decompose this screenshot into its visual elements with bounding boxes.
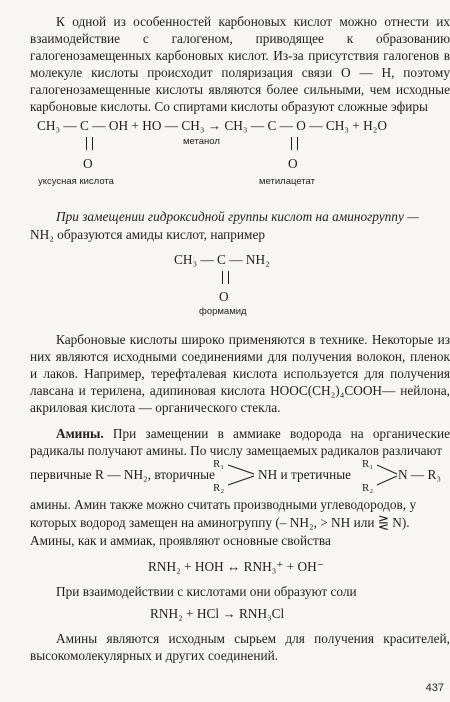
paragraph-halogen-acids: К одной из особенностей карбоновых кислот можно отнести их взаимодействие с галогеном, приводящее к образованию галогенозамещенных карбоновых кислот. Из-за присутствия галогенов в молекуле кислоты происходит поляризация связи О — Н, поэтому галогенозамещенные кислоты являются более сильными, чем исходные карбоновые кислоты. Со спиртами кислоты образуют сложные эфиры [30,14,450,115]
ester-oxygen-1: O [83,156,93,171]
amines-text-line-1: амины. Амин также можно считать производными углеводородов, у [30,497,417,512]
paragraph-amide-rest: NH₂ образуются амиды кислот, например [30,227,266,242]
equation-amine-salt: RNH₂ + HCl → RNH₃Cl [150,606,285,621]
label-formamide: формамид [199,306,247,317]
double-bond-2 [291,137,298,150]
tertiary-r2: R₂ [362,482,374,494]
formamide-double-bond [222,271,229,284]
tertiary-amine-n: N — R₃ [398,467,442,482]
paragraph-salts: При взаимодействии с кислотами они образуют соли [56,584,357,599]
formamide-formula: CH₃ — C — NH₂ [174,252,270,267]
paragraph-amines-intro [30,425,450,459]
secondary-r1: R₁ [213,458,225,470]
amines-intro-text: При замещении в аммиаке водорода на органические радикалы получают амины. По числу замещаемых радикалов различают [30,426,450,459]
label-methanol: метанол [183,136,220,147]
tertiary-r1: R₁ [362,458,374,470]
amines-title: Амины. [56,426,104,441]
paragraph-applications: Карбоновые кислоты широко применяются в технике. Некоторые из них являются исходными соединениями для получения волокон, пленок и лаков. Например, терефталевая кислота используется для получения лавсана и терилена, адипиновая кислота HOOC(CH₂)₄COOH— нейлона, акриловая кислота — органического стекла. [30,332,450,416]
amines-text-line-2: которых водород замещен на аминогруппу (– NH₂, > NH или ⋛ N). [30,515,410,530]
formamide-oxygen: O [219,289,229,304]
page-number: 437 [425,682,444,694]
ester-oxygen-2: O [288,156,298,171]
secondary-amine-nh: NH и третичные [258,467,352,482]
secondary-r2: R₂ [213,482,225,494]
label-methyl-acetate: метилацетат [259,176,315,187]
primary-amine-text: первичные R — NH₂, вторичные [30,467,215,482]
ester-reaction-equation: CH₃ — C — OH + HO — CH₃ → CH₃ — C — O — CH₃ + H₂O [37,118,387,133]
label-acetic-acid: уксусная кислота [38,176,114,187]
equation-amine-water: RNH₂ + HOH ↔ RNH₃⁺ + OH⁻ [148,559,324,574]
paragraph-amide-italic: При замещении гидроксидной группы кислот на аминогруппу — [56,209,420,224]
paragraph-final: Амины являются исходным сырьем для получения красителей, высокомолекулярных и других соединений. [30,631,450,664]
double-bond-1 [86,137,93,150]
amines-text-line-3: Амины, как и аммиак, проявляют основные свойства [30,533,331,548]
secondary-amine-bonds [226,460,256,490]
tertiary-amine-bonds [375,460,399,490]
